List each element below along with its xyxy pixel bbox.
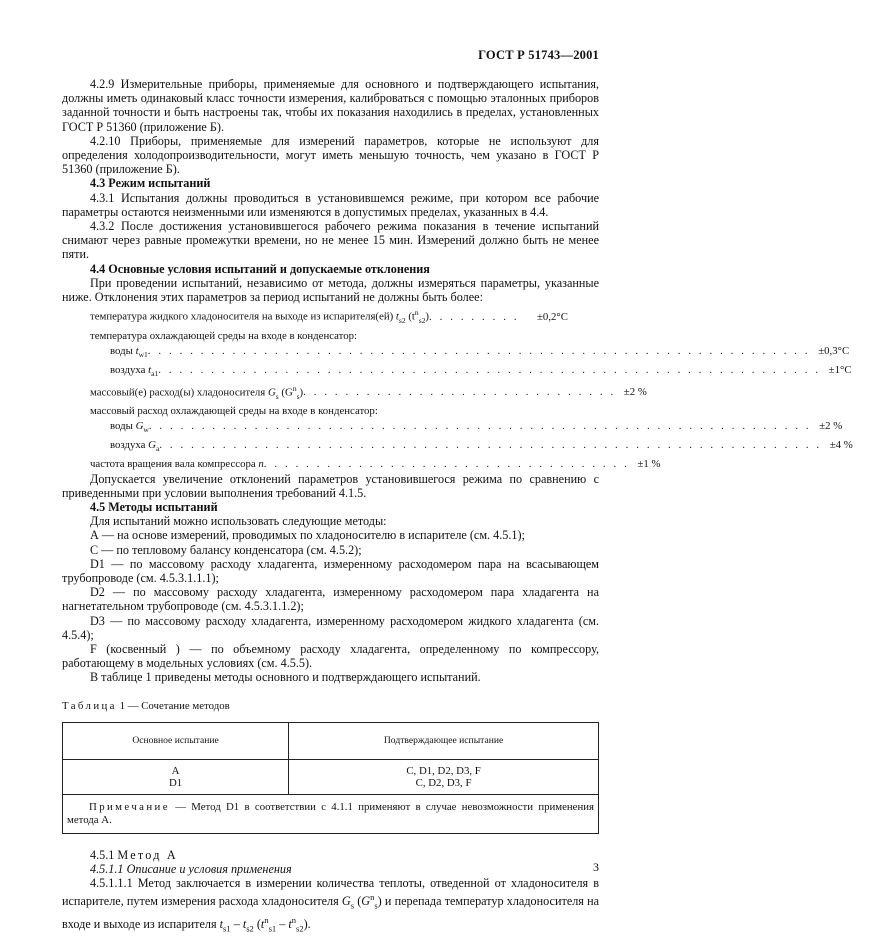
param-row: температура охлаждающей среды на входе в конденсатор: — [90, 329, 358, 342]
paragraph-4-3-2: 4.3.2 После достижения установившегося рабочего режима показания в течение испытаний снимают через равные промежутки времени, но не менее 15 мин. Измерений должно быть не менее пяти. — [62, 219, 599, 262]
method-d3: D3 — по массовому расходу хладагента, измеренному расходомером жидкого хладагента (см. 4.5.4); — [62, 613, 599, 642]
paragraph-4-5: Для испытаний можно использовать следующие методы: — [90, 514, 387, 529]
param-row: воздуха $G_a$ . . . . . . . . . . . . . . . . . . . . . . . . . . . . . . . . . . . . . . . . . . . . . . . . . . . . . . . . . . . . . . . ±4 % — [90, 438, 599, 457]
param-row: воздуха $t_{a1}$ . . . . . . . . . . . . . . . . . . . . . . . . . . . . . . . . . . . . . . . . . . . . . . . . . . . . . . . . . . . . . . . ±1°C — [90, 363, 599, 382]
document-header: ГОСТ Р 51743—2001 — [478, 48, 599, 62]
method-d1: D1 — по массовому расходу хладагента, измеренному расходомером пара на всасывающем трубопроводе (см. 4.5.3.1.1.1); — [62, 556, 599, 585]
paragraph-4-3-1: 4.3.1 Испытания должны проводиться в установившемся режиме, при котором все рабочие параметры остаются неизменными или изменяются в допустимых пределах, указанных в 4.4. — [62, 190, 599, 219]
paragraph-4-2-10: 4.2.10 Приборы, применяемые для измерений параметров, которые не используют для определения холодопроизводительности, могут иметь меньшую точность, чем указано в ГОСТ Р 51360 (приложение Б). — [62, 133, 599, 177]
paragraph-4-5-b: В таблице 1 приведены методы основного и подтверждающего испытаний. — [90, 670, 481, 685]
paragraph-4-2-9: 4.2.9 Измерительные приборы, применяемые для основного и подтверждающего испытания, должны иметь одинаковый класс точности измерения, калиброваться с помощью эталонных приборов заданной точности и быть настроены так, чтобы их показания находились в пределах, установленных ГОСТ Р 51360 (приложение Б). — [62, 77, 599, 134]
param-value: ±4 % — [829, 438, 853, 451]
table-header-row — [63, 722, 599, 759]
table-cell: C, D2, D3, F — [415, 776, 472, 789]
method-a: А — на основе измерений, проводимых по хладоносителю в испарителе (см. 4.5.1); — [90, 528, 525, 543]
section-heading-4-4: 4.4 Основные условия испытаний и допускаемые отклонения — [90, 261, 430, 276]
param-value: ±2 % — [819, 419, 843, 432]
section-heading-4-5-1: 4.5.1 Метод А — [90, 847, 178, 862]
param-value: ±2 % — [623, 386, 647, 399]
param-row: частота вращения вала компрессора n . . . . . . . . . . . . . . . . . . . . . . . . . . . . . . . . . . . ±1 % — [90, 457, 599, 472]
section-heading-4-5: 4.5 Методы испытаний — [90, 499, 218, 514]
param-value: ±0,2°C — [537, 310, 568, 323]
param-row: воды $G_w$ . . . . . . . . . . . . . . . . . . . . . . . . . . . . . . . . . . . . . . . . . . . . . . . . . . . . . . . . . . . . . . . ±2 % — [90, 419, 599, 438]
param-row: воды $t_{w1}$ . . . . . . . . . . . . . . . . . . . . . . . . . . . . . . . . . . . . . . . . . . . . . . . . . . . . . . . . . . . . . . . ±0,3°C — [90, 344, 599, 363]
section-heading-4-5-1-1: 4.5.1.1 Описание и условия применения — [90, 862, 292, 876]
method-f: F (косвенный ) — по объемному расходу хладагента, определенному по компрессору, работающему в модельных условиях (см. 4.5.5). — [62, 641, 599, 671]
page-number: 3 — [593, 860, 599, 874]
methods-table — [62, 722, 599, 834]
paragraph-4-4-b: Допускается увеличение отклонений параметров установившегося режима по сравнению с приведенными при условии выполнения требований 4.1.5. — [62, 471, 599, 500]
table-note: Примечание — Метод D1 в соответствии с 4.1.1 применяют в случае невозможности применения метода А. — [63, 794, 599, 833]
paragraph-4-5-1-1-1: 4.5.1.1.1 Метод заключается в измерении количества теплоты, отведенной от хладоносителя в испарителе, путем измерения расхода хладоносителя $G_s$ $(G^n_s)$ и перепада температур хладоносителя на входе и выходе из испарителя $t_{s1} - t_{s2}$ $(t^n_{s1} - t^n_{s2})$. — [62, 876, 599, 934]
paragraph-4-4: При проведении испытаний, независимо от метода, должны измеряться параметры, указанные ниже. Отклонения этих параметров за период испытаний не должны быть более: — [62, 275, 599, 305]
param-value: ±1 % — [637, 457, 661, 470]
table-cell: C, D1, D2, D3, F — [406, 764, 481, 777]
method-c: С — по тепловому балансу конденсатора (см. 4.5.2); — [90, 542, 362, 557]
param-value: ±0,3°C — [818, 344, 850, 357]
param-row: массовый расход охлаждающей среды на входе в конденсатор: — [90, 405, 378, 418]
parameter-tolerance-list — [90, 306, 853, 471]
table-note-row — [63, 794, 599, 833]
table-cell: D1 — [168, 776, 183, 789]
table-header-confirm: Подтверждающее испытание — [289, 722, 599, 759]
method-d2: D2 — по массовому расходу хладагента, измеренному расходомером пара хладагента на нагнетательном трубопроводе (см. 4.5.3.1.1.2); — [62, 585, 599, 614]
table-caption: Таблица 1 — Сочетание методов — [62, 699, 230, 712]
document-body — [62, 77, 853, 936]
param-row: массовый(е) расход(ы) хладоносителя $G_s$ $(G^n_s)$ . . . . . . . . . . . . . . . . . . . . . . . . . . . . . . ±2 % — [90, 382, 599, 405]
param-value: ±1°C — [828, 363, 852, 376]
param-row: температура жидкого хладоносителя на выходе из испарителя(ей) $t_{s2}$ $(t^n_{s2})$ . . . . . . . . . ±0,2°C — [90, 306, 599, 329]
section-heading-4-3: 4.3 Режим испытаний — [90, 176, 211, 191]
table-cell: А — [171, 764, 180, 777]
table-row — [63, 759, 599, 794]
table-header-main: Основное испытание — [63, 722, 289, 759]
